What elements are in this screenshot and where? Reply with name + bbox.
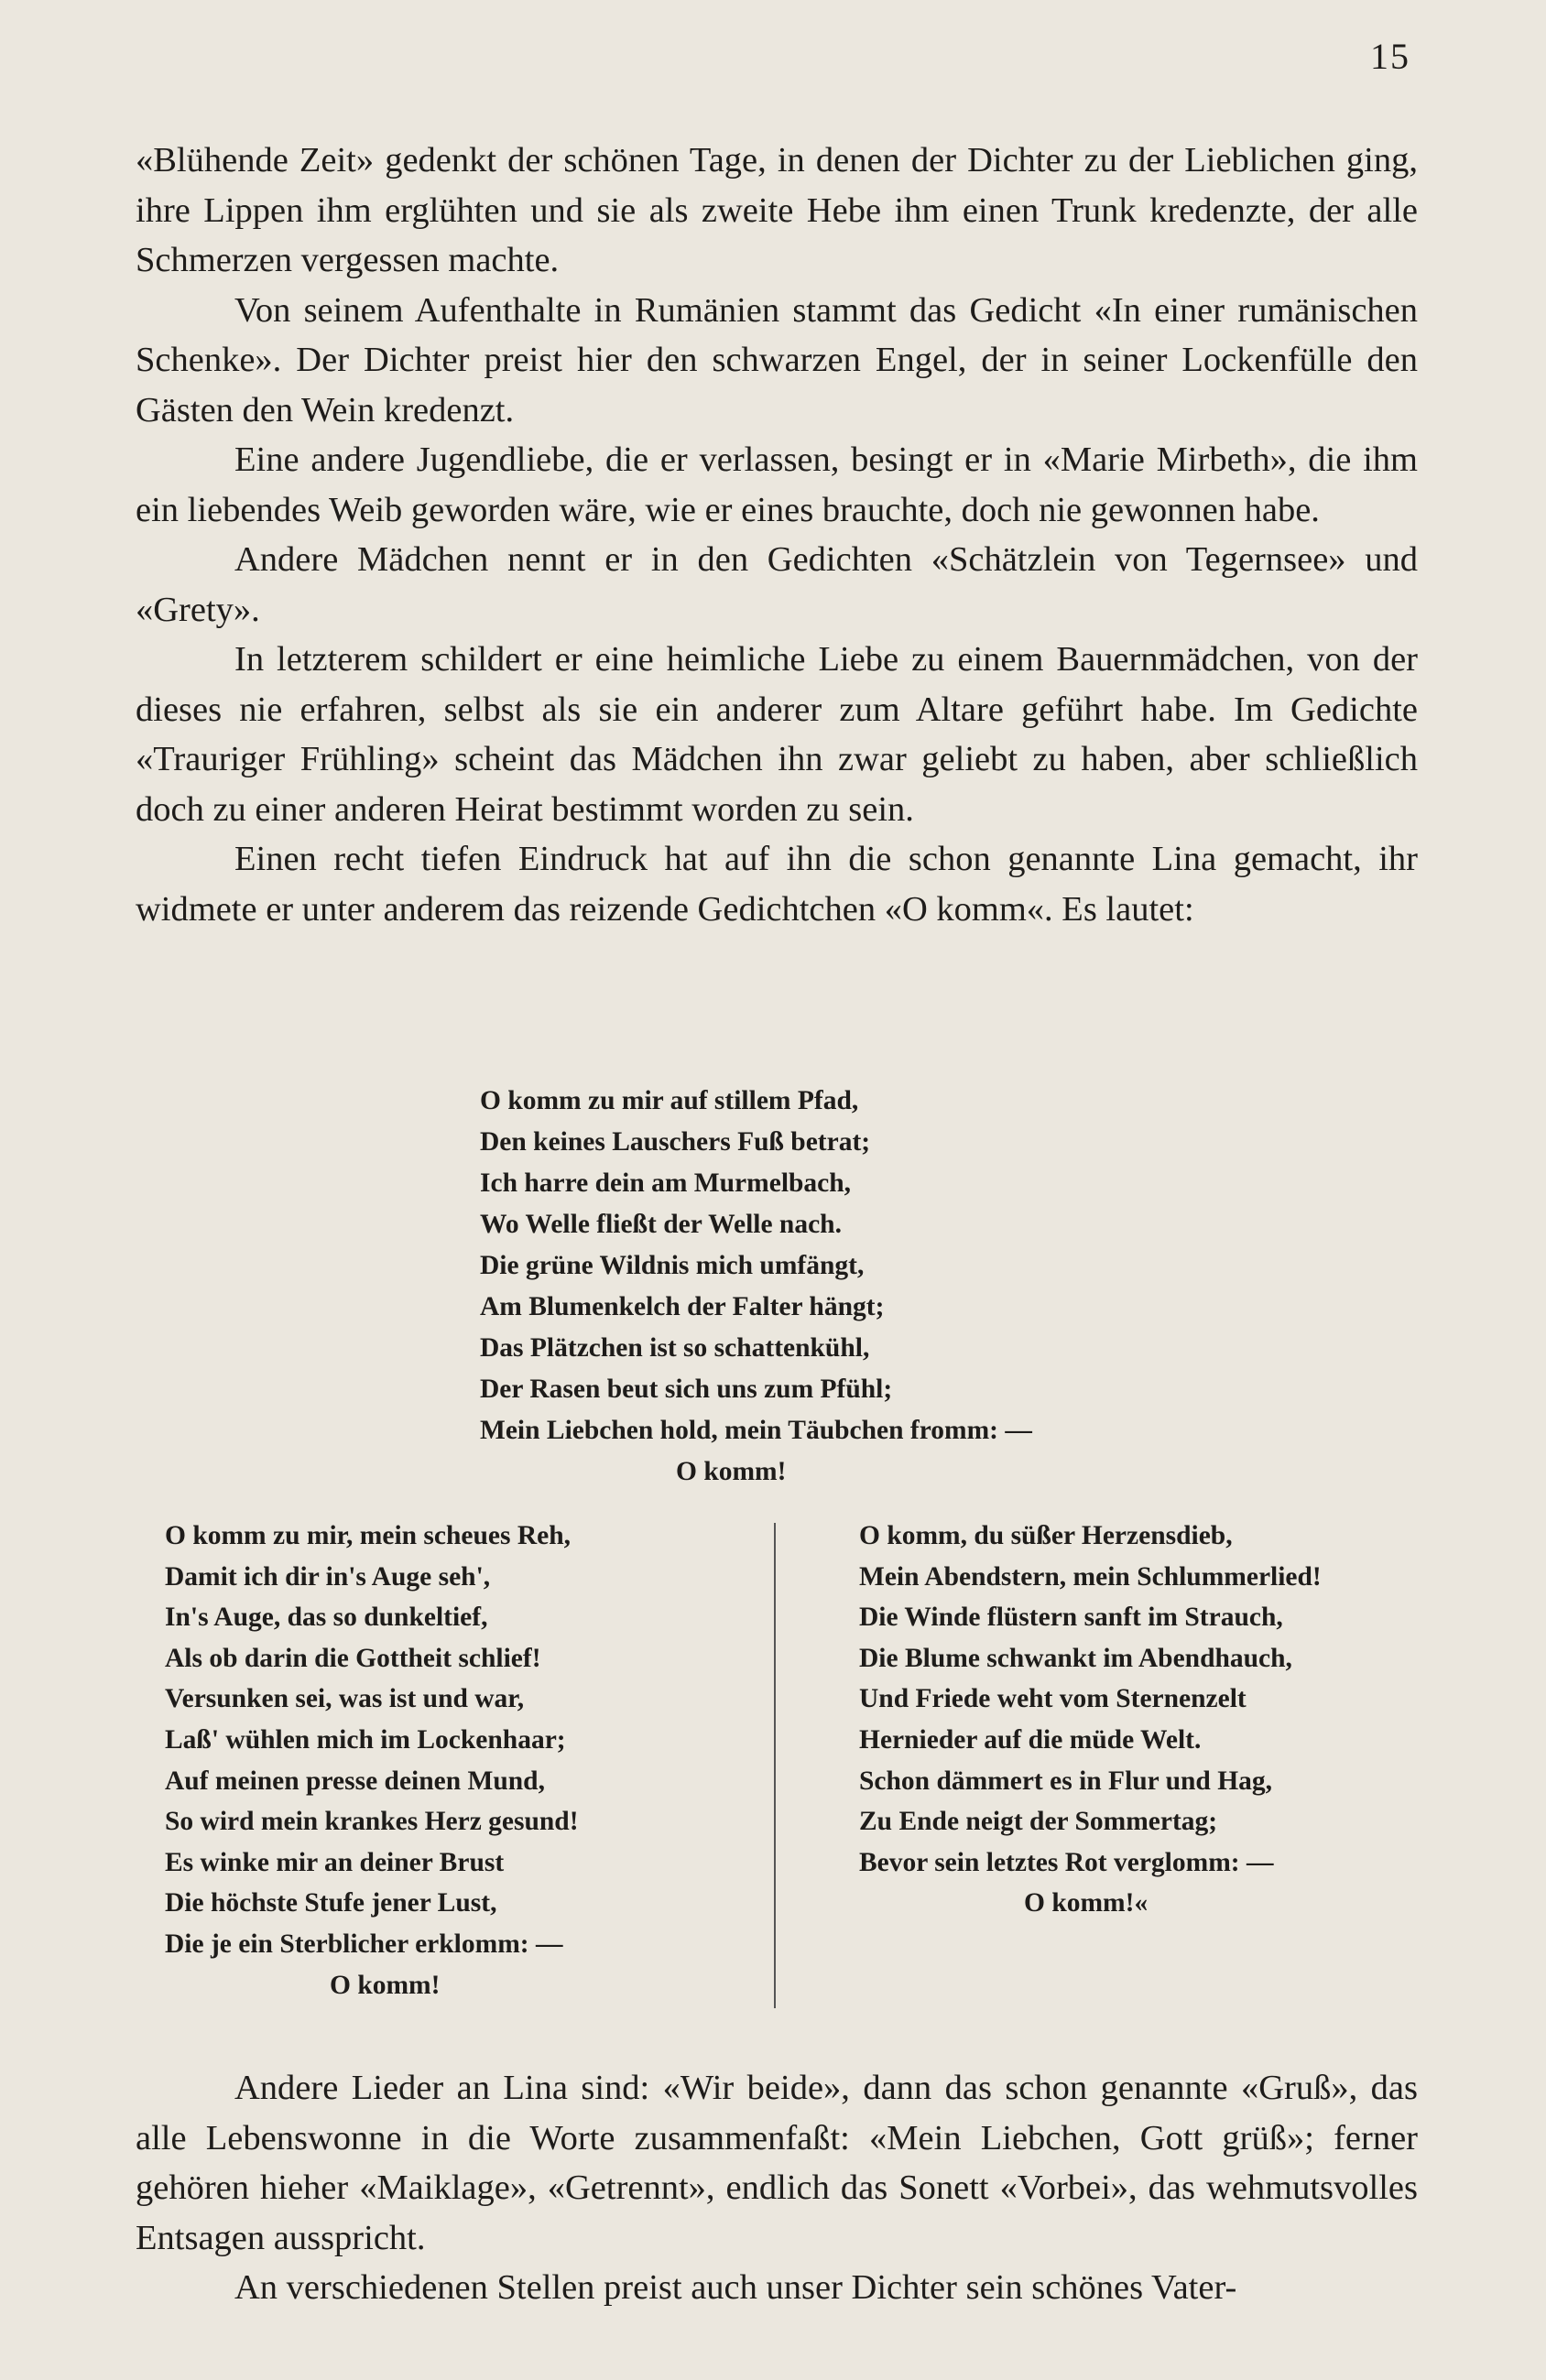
paragraph: Andere Lieder an Lina sind: «Wir beide», dann das schon genannte «Gruß», das alle Lebenswonne in die Worte zusammenfaßt: «Mein Liebchen, Gott grüß»; ferner gehören hieher «Maiklage», «Getrennt», endlich das Sonett «Vorbei», das wehmutsvolles Entsagen ausspricht. — [136, 2069, 1418, 2257]
poem-line: Schon dämmert es in Flur und Hag, — [859, 1766, 1273, 1796]
poem-line: In's Auge, das so dunkeltief, — [165, 1603, 488, 1633]
poem-line: Die Winde flüstern sanft im Strauch, — [859, 1603, 1283, 1633]
poem-line: So wird mein krankes Herz gesund! — [165, 1807, 579, 1837]
poem-line: Versunken sei, was ist und war, — [165, 1684, 525, 1714]
poem-line: Es winke mir an deiner Brust — [165, 1847, 505, 1877]
poem-line: Mein Liebchen hold, mein Täubchen fromm: — — [480, 1416, 1032, 1445]
poem-left-column — [165, 1516, 714, 2005]
poem-line: Die grüne Wildnis mich umfängt, — [480, 1251, 865, 1280]
poem-line: Ich harre dein am Murmelbach, — [480, 1168, 852, 1198]
poem-refrain: O komm!« — [1024, 1888, 1149, 1918]
poem-line: Mein Abendstern, mein Schlummerlied! — [859, 1561, 1322, 1592]
paragraph: Einen recht tiefen Eindruck hat auf ihn die schon genannte Lina gemacht, ihr widmete er unter anderem das reizende Gedichtchen «O komm«. Es lautet: — [136, 840, 1418, 929]
poem-line: Laß' wühlen mich im Lockenhaar; — [165, 1724, 566, 1755]
paragraph: Eine andere Jugendliebe, die er verlassen, besingt er in «Marie Mirbeth», die ihm ein liebendes Weib geworden wäre, wie er eines brauchte, doch nie gewonnen habe. — [136, 440, 1418, 529]
poem-line: O komm, du süßer Herzensdieb, — [859, 1521, 1233, 1550]
poem-line: O komm zu mir auf stillem Pfad, — [480, 1086, 859, 1115]
poem-line: Wo Welle fließt der Welle nach. — [480, 1210, 842, 1239]
paragraph: «Blühende Zeit» gedenkt der schönen Tage, in denen der Dichter zu der Lieblichen ging, ihre Lippen ihm erglühten und sie als zweite Hebe ihm einen Trunk kredenzte, der alle Schmerzen vergessen machte. — [136, 141, 1418, 279]
poem-line: Die höchste Stufe jener Lust, — [165, 1888, 497, 1918]
poem-line: Zu Ende neigt der Sommertag; — [859, 1807, 1218, 1837]
poem-line: Damit ich dir in's Auge seh', — [165, 1561, 491, 1592]
poem-right-column — [859, 1516, 1427, 1924]
poem-line: Auf meinen presse deinen Mund, — [165, 1766, 545, 1796]
poem-line: Der Rasen beut sich uns zum Pfühl; — [480, 1375, 893, 1404]
outro-text — [136, 2063, 1418, 2313]
poem-line: Das Plätzchen ist so schattenkühl, — [480, 1333, 870, 1363]
paragraph: Andere Mädchen nennt er in den Gedichten «Schätzlein von Tegernsee» und «Grety». — [136, 540, 1418, 629]
paragraph: Von seinem Aufenthalte in Rumänien stammt das Gedicht «In einer rumänischen Schenke». Der Dichter preist hier den schwarzen Engel, der in seiner Lockenfülle den Gästen den Wein kredenzt. — [136, 290, 1418, 429]
poem-line: Den keines Lauschers Fuß betrat; — [480, 1127, 871, 1157]
poem-line: Als ob darin die Gottheit schlief! — [165, 1643, 541, 1673]
paragraph: In letzterem schildert er eine heimliche Liebe zu einem Bauernmädchen, von der dieses nie erfahren, selbst als sie ein anderer zum Altare geführt habe. Im Gedichte «Trauriger Frühling» scheint das Mädchen ihn zwar geliebt zu haben, aber schließlich doch zu einer anderen Heirat bestimmt worden zu sein. — [136, 640, 1418, 829]
poem-refrain: O komm! — [330, 1970, 441, 2000]
poem-line: Die Blume schwankt im Abendhauch, — [859, 1643, 1292, 1673]
poem-stanza-1 — [480, 1081, 1231, 1493]
intro-text — [136, 136, 1418, 934]
page-number: 15 — [1370, 36, 1410, 77]
paragraph: An verschiedenen Stellen preist auch unser Dichter sein schönes Vater- — [234, 2268, 1237, 2307]
poem-refrain: O komm! — [676, 1457, 787, 1486]
poem-line: Bevor sein letztes Rot verglomm: — — [859, 1847, 1274, 1877]
poem-line: O komm zu mir, mein scheues Reh, — [165, 1521, 572, 1550]
poem-line: Und Friede weht vom Sternenzelt — [859, 1684, 1247, 1714]
poem-line: Die je ein Sterblicher erklomm: — — [165, 1929, 563, 1959]
column-divider — [774, 1523, 776, 2008]
poem-line: Hernieder auf die müde Welt. — [859, 1724, 1202, 1755]
poem-line: Am Blumenkelch der Falter hängt; — [480, 1292, 885, 1321]
